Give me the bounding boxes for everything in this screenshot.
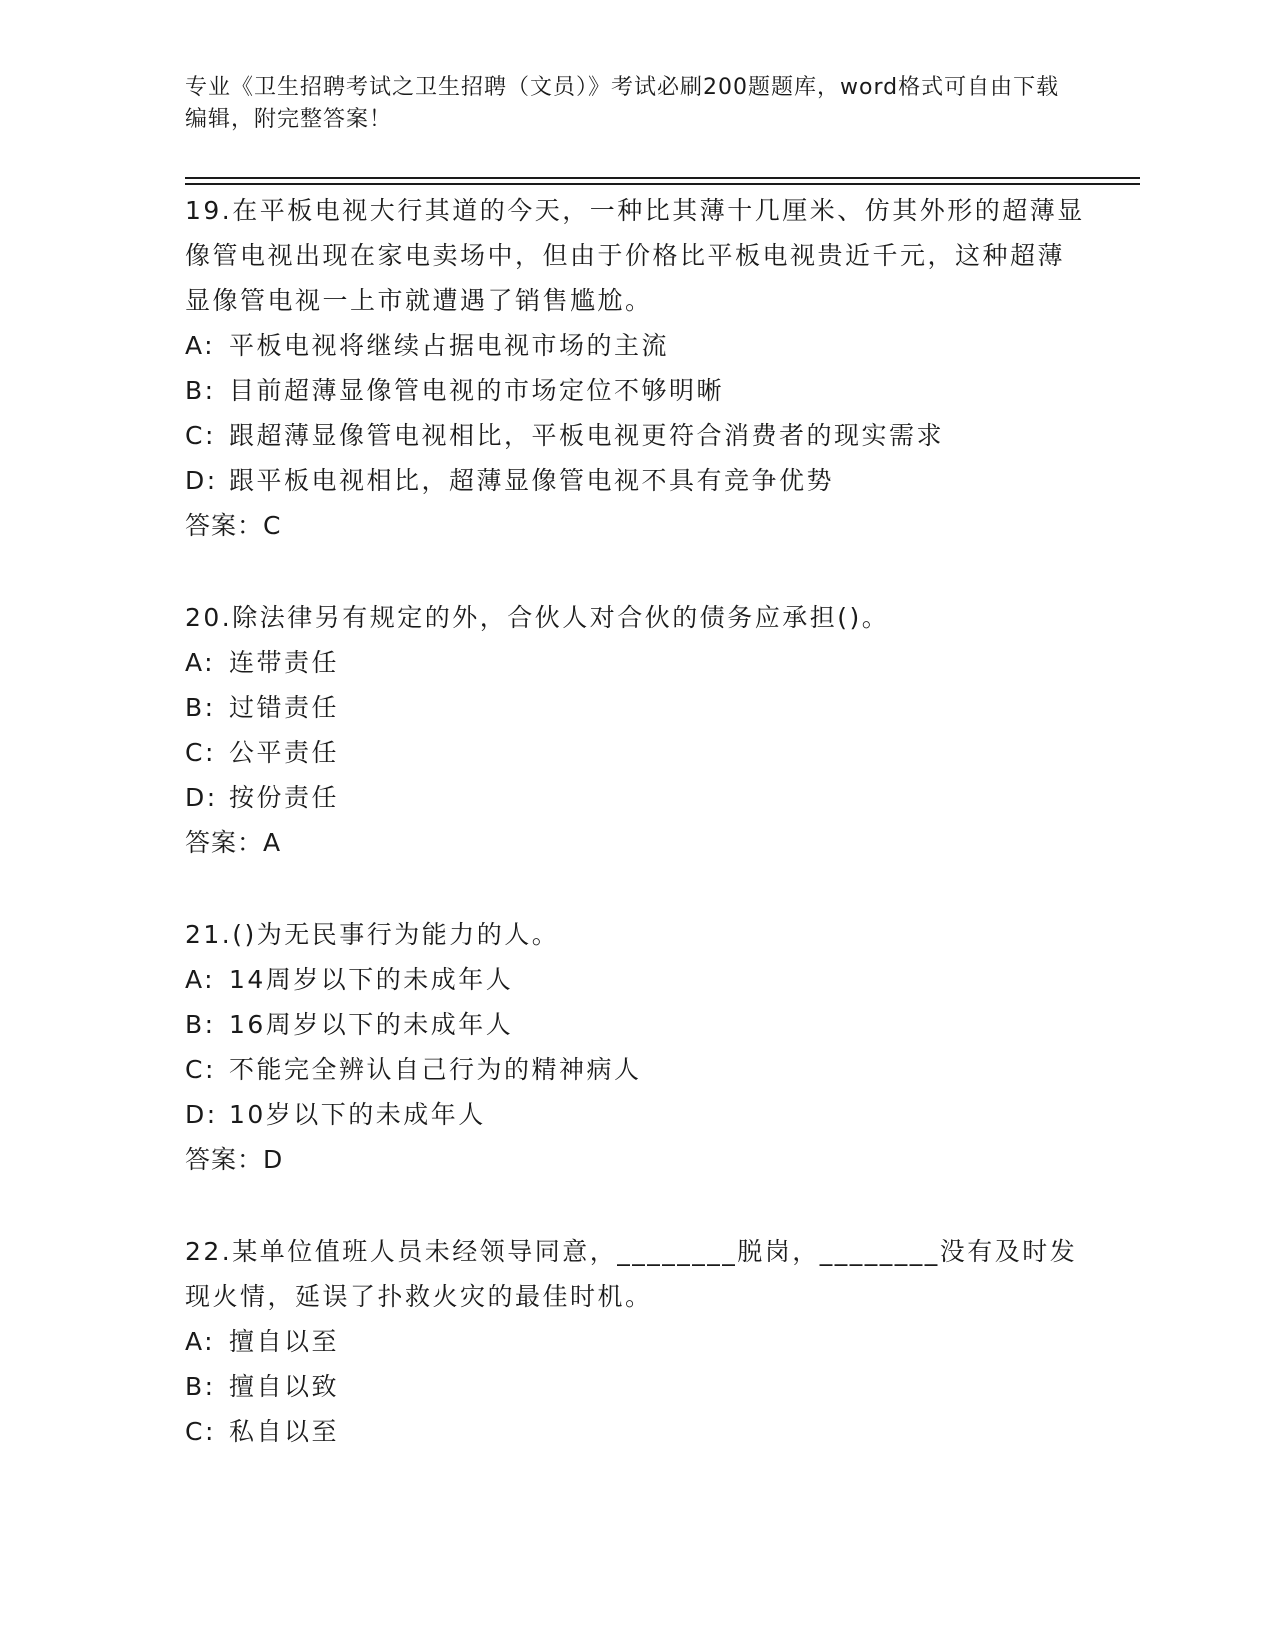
option-a [185, 957, 1085, 1002]
option-key: D: [185, 1100, 218, 1129]
answer-line: 答案：A [185, 828, 282, 857]
option-text: 14周岁以下的未成年人 [229, 965, 514, 994]
option-text: 公平责任 [229, 738, 340, 767]
option-d [185, 1092, 1085, 1137]
question-list [185, 188, 1085, 1501]
option-text: 过错责任 [229, 693, 340, 722]
option-d [185, 775, 1085, 820]
option-a [185, 1319, 1085, 1364]
option-key: B: [185, 693, 216, 722]
option-text: 目前超薄显像管电视的市场定位不够明晰 [229, 376, 725, 405]
option-b [185, 368, 1085, 413]
answer-line: 答案：C [185, 511, 282, 540]
option-key: C: [185, 738, 216, 767]
question-stem: 21.()为无民事行为能力的人。 [185, 920, 560, 949]
option-b [185, 685, 1085, 730]
option-text: 跟平板电视相比，超薄显像管电视不具有竞争优势 [229, 466, 835, 495]
option-a [185, 640, 1085, 685]
question-stem: 19.在平板电视大行其道的今天，一种比其薄十几厘米、仿其外形的超薄显像管电视出现在家电卖场中，但由于价格比平板电视贵近千元，这种超薄显像管电视一上市就遭遇了销售尴尬。 [185, 196, 1085, 315]
option-c [185, 413, 1085, 458]
option-key: C: [185, 421, 216, 450]
option-text: 擅自以至 [229, 1327, 340, 1356]
header-rule-bottom [185, 183, 1140, 185]
option-text: 私自以至 [229, 1417, 340, 1446]
option-key: C: [185, 1055, 216, 1084]
option-key: C: [185, 1417, 216, 1446]
option-key: A: [185, 1327, 216, 1356]
question-19 [185, 188, 1085, 548]
option-c [185, 1409, 1085, 1454]
header-rule-top [185, 177, 1140, 179]
option-c [185, 1047, 1085, 1092]
option-text: 跟超薄显像管电视相比，平板电视更符合消费者的现实需求 [229, 421, 945, 450]
option-b [185, 1002, 1085, 1047]
option-text: 擅自以致 [229, 1372, 340, 1401]
option-b [185, 1364, 1085, 1409]
option-key: A: [185, 648, 216, 677]
option-key: D: [185, 783, 218, 812]
option-key: D: [185, 466, 218, 495]
option-text: 连带责任 [229, 648, 340, 677]
option-key: A: [185, 965, 216, 994]
question-22 [185, 1229, 1085, 1454]
question-20 [185, 595, 1085, 865]
option-text: 16周岁以下的未成年人 [229, 1010, 514, 1039]
option-c [185, 730, 1085, 775]
question-21 [185, 912, 1085, 1182]
option-text: 不能完全辨认自己行为的精神病人 [229, 1055, 642, 1084]
question-stem: 22.某单位值班人员未经领导同意，________脱岗，________没有及时发现火情，延误了扑救火灾的最佳时机。 [185, 1237, 1078, 1311]
question-stem: 20.除法律另有规定的外，合伙人对合伙的债务应承担()。 [185, 603, 890, 632]
option-a [185, 323, 1085, 368]
option-key: B: [185, 1010, 216, 1039]
option-text: 平板电视将继续占据电视市场的主流 [229, 331, 670, 360]
option-text: 按份责任 [229, 783, 340, 812]
document-header: 专业《卫生招聘考试之卫生招聘（文员）》考试必刷200题题库，word格式可自由下载编辑，附完整答案！ [185, 75, 1060, 132]
option-text: 10岁以下的未成年人 [229, 1100, 486, 1129]
answer-line: 答案：D [185, 1145, 284, 1174]
option-key: B: [185, 1372, 216, 1401]
option-d [185, 458, 1085, 503]
option-key: B: [185, 376, 216, 405]
option-key: A: [185, 331, 216, 360]
